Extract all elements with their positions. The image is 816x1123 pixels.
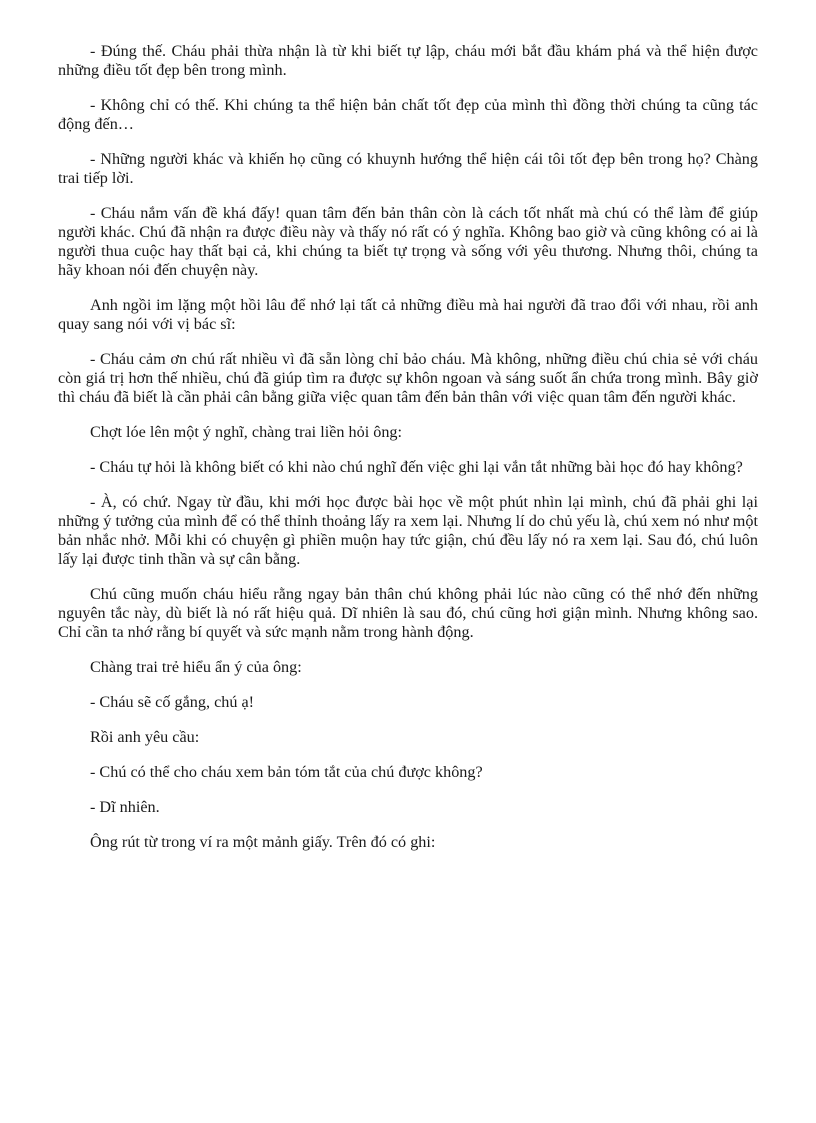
paragraph: Ông rút từ trong ví ra một mảnh giấy. Trên đó có ghi: xyxy=(90,833,436,851)
paragraph: Chàng trai trẻ hiểu ẩn ý của ông: xyxy=(90,658,302,676)
paragraph: - Đúng thế. Cháu phải thừa nhận là từ khi biết tự lập, cháu mới bắt đầu khám phá và thể hiện được những điều tốt đẹp bên trong mình. xyxy=(58,42,758,79)
paragraph: Rồi anh yêu cầu: xyxy=(90,728,200,746)
paragraph: - Cháu sẽ cố gắng, chú ạ! xyxy=(90,693,255,711)
paragraph: - Không chỉ có thế. Khi chúng ta thể hiện bản chất tốt đẹp của mình thì đồng thời chúng ta cũng tác động đến… xyxy=(58,96,758,133)
paragraph: Anh ngồi im lặng một hồi lâu để nhớ lại tất cả những điều mà hai người đã trao đổi với nhau, rồi anh quay sang nói với vị bác sĩ: xyxy=(58,296,758,333)
paragraph: - Dĩ nhiên. xyxy=(90,798,160,816)
document-page xyxy=(58,42,758,868)
paragraph: - Cháu nắm vấn đề khá đấy! quan tâm đến bản thân còn là cách tốt nhất mà chú có thể làm để giúp người khác. Chú đã nhận ra được điều này và thấy nó rất có ý nghĩa. Không bao giờ và cũng không có ai là người thua cuộc hay thất bại cả, khi chúng ta biết tự trọng và sống với yêu thương. Nhưng thôi, chúng ta hãy khoan nói đến chuyện này. xyxy=(58,204,758,279)
paragraph: Chợt lóe lên một ý nghĩ, chàng trai liền hỏi ông: xyxy=(90,423,403,441)
paragraph: - À, có chứ. Ngay từ đầu, khi mới học được bài học về một phút nhìn lại mình, chú đã phải ghi lại những ý tưởng của mình để có thể thỉnh thoảng lấy ra xem lại. Nhưng lí do chủ yếu là, chú xem nó như một bản nhắc nhở. Mỗi khi có chuyện gì phiền muộn hay tức giận, chú đều lấy nó ra xem lại. Sau đó, chú luôn lấy lại được tinh thần và sự cân bằng. xyxy=(58,493,758,568)
paragraph: - Cháu tự hỏi là không biết có khi nào chú nghĩ đến việc ghi lại vắn tắt những bài học đó hay không? xyxy=(90,458,743,476)
paragraph: - Chú có thể cho cháu xem bản tóm tắt của chú được không? xyxy=(90,763,483,781)
paragraph: Chú cũng muốn cháu hiểu rằng ngay bản thân chú không phải lúc nào cũng có thể nhớ đến những nguyên tắc này, dù biết là nó rất hiệu quả. Dĩ nhiên là sau đó, chú cũng hơi giận mình. Nhưng không sao. Chỉ cần ta nhớ rằng bí quyết và sức mạnh nằm trong hành động. xyxy=(58,585,758,641)
paragraph: - Những người khác và khiến họ cũng có khuynh hướng thể hiện cái tôi tốt đẹp bên trong họ? Chàng trai tiếp lời. xyxy=(58,150,758,187)
paragraph: - Cháu cảm ơn chú rất nhiều vì đã sẵn lòng chỉ bảo cháu. Mà không, những điều chú chia sẻ với cháu còn giá trị hơn thế nhiều, chú đã giúp tìm ra được sự khôn ngoan và sáng suốt ẩn chứa trong mình. Bây giờ thì cháu đã biết là cần phải cân bằng giữa việc quan tâm đến bản thân với việc quan tâm đến người khác. xyxy=(58,350,758,406)
